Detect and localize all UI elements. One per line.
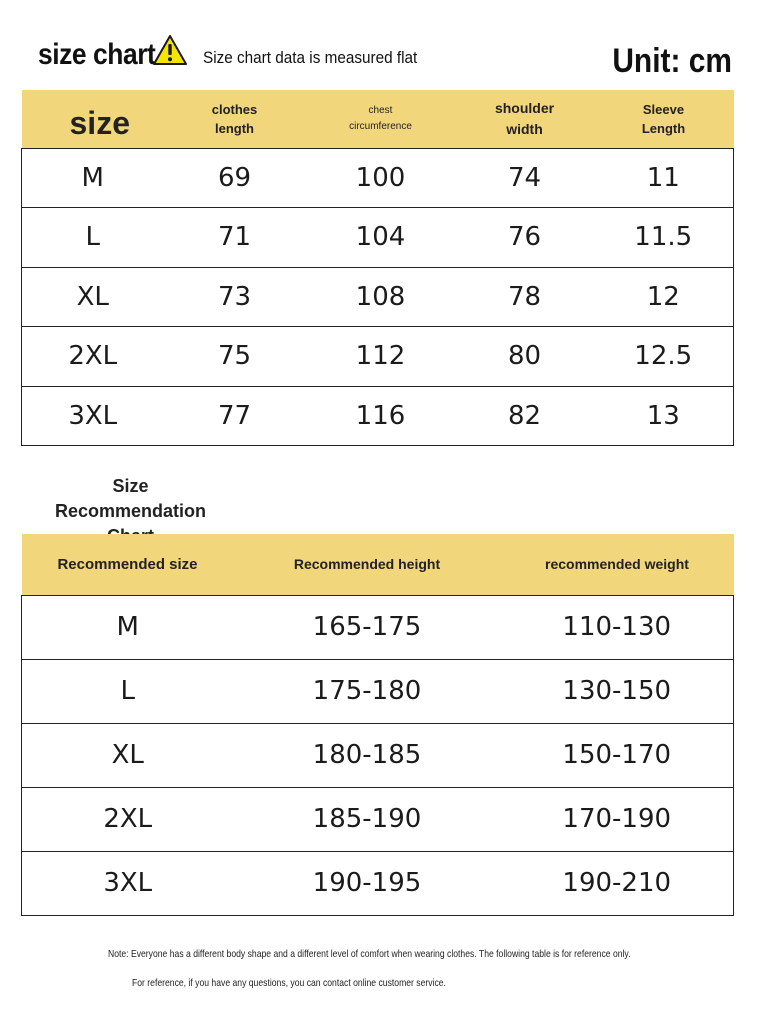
recommendation-header-row: [22, 534, 734, 595]
height-cell: 165-175: [234, 595, 501, 659]
shoulder-width-cell: 78: [456, 267, 594, 327]
table-row: [22, 386, 734, 446]
column-header-recommended-weight: recommended weight: [545, 556, 689, 573]
size-recommendation-table: [21, 534, 734, 916]
clothes-length-cell: 75: [164, 327, 306, 387]
clothes-length-cell: 77: [164, 386, 306, 446]
chest-circumference-cell: 104: [306, 208, 456, 268]
height-cell: 180-185: [234, 723, 501, 787]
size-cell: 2XL: [22, 327, 164, 387]
page-title: size chart: [38, 38, 156, 71]
table-row: [22, 659, 734, 723]
table-row: [22, 723, 734, 787]
column-header-label: length: [215, 120, 254, 136]
size-cell: 3XL: [22, 851, 234, 915]
shoulder-width-cell: 76: [456, 208, 594, 268]
clothes-length-cell: 71: [164, 208, 306, 268]
contact-note: For reference, if you have any questions, you can contact online customer service.: [132, 977, 446, 989]
column-header-clothes-length: [164, 90, 306, 148]
shoulder-width-cell: 80: [456, 327, 594, 387]
chest-circumference-cell: 100: [306, 148, 456, 208]
weight-cell: 110-130: [501, 595, 734, 659]
size-cell: XL: [22, 267, 164, 327]
sleeve-length-cell: 12: [594, 267, 734, 327]
title-row: [38, 32, 734, 82]
weight-cell: 190-210: [501, 851, 734, 915]
shoulder-width-cell: 82: [456, 386, 594, 446]
size-cell: M: [22, 148, 164, 208]
column-header-label: circumference: [349, 120, 412, 132]
size-cell: L: [22, 208, 164, 268]
unit-label: Unit: cm: [612, 42, 732, 80]
column-header-label: clothes: [211, 101, 258, 117]
column-header-sleeve-length: [594, 90, 734, 148]
sleeve-length-cell: 11: [594, 148, 734, 208]
height-cell: 185-190: [234, 787, 501, 851]
size-chart-table: [21, 90, 734, 446]
size-chart-header-row: [22, 90, 734, 148]
shoulder-width-cell: 74: [456, 148, 594, 208]
size-cell: M: [22, 595, 234, 659]
table-row: [22, 595, 734, 659]
column-header-label: chest: [368, 104, 393, 116]
column-header-label: Sleeve: [642, 101, 685, 117]
clothes-length-cell: 69: [164, 148, 306, 208]
height-cell: 175-180: [234, 659, 501, 723]
weight-cell: 130-150: [501, 659, 734, 723]
column-header-chest-circumference: [306, 90, 456, 148]
table-row: [22, 327, 734, 387]
column-header-label: shoulder: [494, 99, 555, 116]
disclaimer-note: Note: Everyone has a different body shape and a different level of comfort when wearing clothes. The following table is for reference only.: [108, 948, 631, 960]
sleeve-length-cell: 12.5: [594, 327, 734, 387]
column-header-recommended-size: Recommended size: [57, 555, 198, 573]
table-row: [22, 851, 734, 915]
table-row: [22, 267, 734, 327]
column-header-label: Length: [641, 120, 686, 136]
sleeve-length-cell: 11.5: [594, 208, 734, 268]
weight-cell: 170-190: [501, 787, 734, 851]
size-cell: XL: [22, 723, 234, 787]
column-header-label: size: [69, 105, 130, 142]
chest-circumference-cell: 108: [306, 267, 456, 327]
size-cell: 2XL: [22, 787, 234, 851]
recommendation-title-line: Chart: [106, 526, 154, 546]
size-cell: L: [22, 659, 234, 723]
table-row: [22, 787, 734, 851]
measurement-note: Size chart data is measured flat: [203, 48, 418, 67]
column-header-recommended-height: Recommended height: [293, 556, 441, 573]
size-cell: 3XL: [22, 386, 164, 446]
clothes-length-cell: 73: [164, 267, 306, 327]
column-header-label: width: [506, 120, 543, 137]
warning-icon: [152, 34, 188, 66]
recommendation-title-line: Size Recommendation: [54, 476, 207, 521]
column-header-size: [22, 90, 164, 148]
sleeve-length-cell: 13: [594, 386, 734, 446]
chest-circumference-cell: 112: [306, 327, 456, 387]
height-cell: 190-195: [234, 851, 501, 915]
weight-cell: 150-170: [501, 723, 734, 787]
chest-circumference-cell: 116: [306, 386, 456, 446]
table-row: [22, 148, 734, 208]
table-row: [22, 208, 734, 268]
column-header-shoulder-width: [456, 90, 594, 148]
